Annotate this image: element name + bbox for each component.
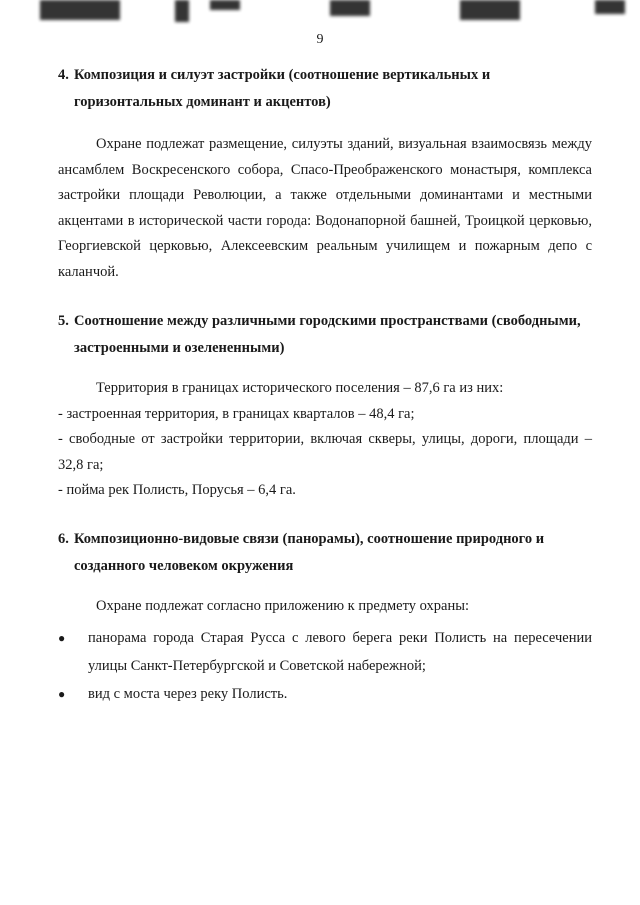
scan-artifact [595, 0, 625, 14]
section-number: 4. [58, 67, 69, 83]
section-title: Соотношение между различными городскими пространствами (свободными, застроенными и озелененными) [74, 313, 581, 356]
list-item: - пойма рек Полисть, Порусья – 6,4 га. [58, 482, 296, 498]
section-intro: Охране подлежат согласно приложению к предмету охраны: [96, 598, 469, 614]
section-paragraph: Охране подлежат размещение, силуэты зданий, визуальная взаимосвязь между ансамблем Воскресенского собора, Спасо-Преображенского монастыря, комплекса застройки площади Революции, а также отдельными доминантами и местными акцентами в исторической части города: Водонапорной башней, Троицкой церковью, Георгиевской церковью, Алексеевским реальным училищем и пожарным депо с каланчой. [58, 136, 592, 280]
section-4 [58, 62, 592, 285]
scan-artifact [210, 0, 240, 10]
section-5 [58, 308, 592, 504]
section-heading [58, 308, 592, 362]
scan-artifact [330, 0, 370, 16]
section-title: Композиция и силуэт застройки (соотношение вертикальных и горизонтальных доминант и акцентов) [74, 67, 491, 110]
bullet-text: панорама города Старая Русса с левого берега реки Полисть на пересечении улицы Санкт-Петербургской и Советской набережной; [88, 629, 592, 674]
list-item: - застроенная территория, в границах кварталов – 48,4 га; [58, 405, 415, 422]
section-heading [58, 526, 592, 580]
bullet-item [58, 624, 592, 680]
bullet-item [58, 680, 592, 708]
section-number: 5. [58, 313, 69, 329]
bullet-text: вид с моста через реку Полисть. [88, 685, 288, 702]
section-title: Композиционно-видовые связи (панорамы), соотношение природного и созданного человеком окружения [74, 531, 545, 574]
list-item: - свободные от застройки территории, включая скверы, улицы, дороги, площади – 32,8 га; [58, 431, 592, 473]
scan-artifact [460, 0, 520, 20]
section-6 [58, 526, 592, 708]
section-number: 6. [58, 531, 69, 547]
section-intro: Территория в границах исторического поселения – 87,6 га из них: [96, 380, 504, 396]
scan-artifact [40, 0, 120, 20]
section-heading [58, 62, 592, 116]
bullet-icon: ● [58, 630, 66, 645]
scan-artifact [175, 0, 189, 22]
bullet-icon: ● [58, 686, 66, 701]
page-number: 9 [316, 32, 324, 47]
